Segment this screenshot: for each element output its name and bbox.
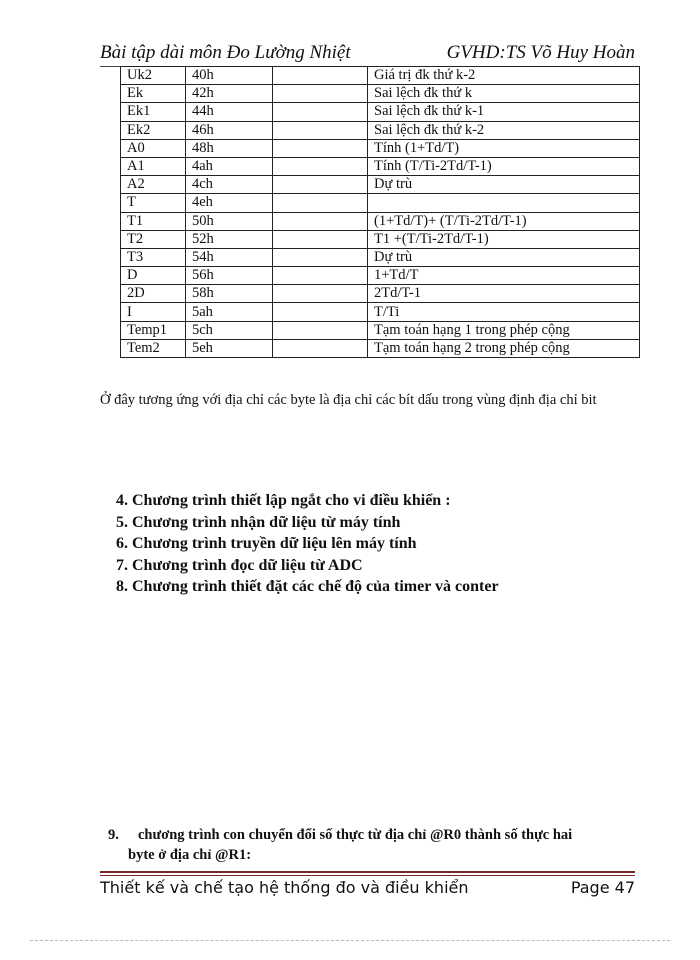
cell-name: T2: [121, 230, 186, 248]
cell-blank: [273, 267, 368, 285]
cell-description: Sai lệch đk thứ k: [368, 85, 640, 103]
cell-name: Ek1: [121, 103, 186, 121]
cell-address: 40h: [186, 67, 273, 85]
cell-address: 46h: [186, 121, 273, 139]
table-row: [121, 339, 640, 357]
page-footer: [100, 878, 635, 902]
header-course-title: Bài tập dài môn Đo Lường Nhiệt: [100, 42, 351, 63]
cell-name: T3: [121, 248, 186, 266]
cell-address: 5ch: [186, 321, 273, 339]
list-item: 6. Chương trình truyền dữ liệu lên máy tính: [116, 535, 417, 552]
cell-description: Tạm toán hạng 2 trong phép cộng: [368, 339, 640, 357]
cell-name: Ek2: [121, 121, 186, 139]
table-row: [121, 212, 640, 230]
cell-address: 4ah: [186, 157, 273, 175]
footer-page-number: Page 47: [570, 878, 635, 897]
cell-blank: [273, 230, 368, 248]
cell-name: 2D: [121, 285, 186, 303]
cell-description: (1+Td/T)+ (T/Ti-2Td/T-1): [368, 212, 640, 230]
list-item: 4. Chương trình thiết lập ngắt cho vi điều khiển :: [116, 492, 451, 509]
item-9-line1: chương trình con chuyển đổi số thực từ địa chỉ @R0 thành số thực hai: [138, 827, 573, 843]
cell-description: Tạm toán hạng 1 trong phép cộng: [368, 321, 640, 339]
table-row: [121, 121, 640, 139]
cell-description: Dự trù: [368, 176, 640, 194]
cell-blank: [273, 121, 368, 139]
cell-address: 4ch: [186, 176, 273, 194]
cell-name: Ek: [121, 85, 186, 103]
table-row: [121, 285, 640, 303]
cell-description: [368, 194, 640, 212]
list-item: 5. Chương trình nhận dữ liệu từ máy tính: [116, 513, 401, 531]
table-row: [121, 321, 640, 339]
item-9-number: 9.: [108, 827, 119, 843]
table-row: [121, 267, 640, 285]
table-row: [121, 230, 640, 248]
program-list: [116, 490, 499, 598]
cell-blank: [273, 285, 368, 303]
cell-description: Giá trị đk thứ k-2: [368, 67, 640, 85]
cell-blank: [273, 176, 368, 194]
cell-description: Sai lệch đk thứ k-2: [368, 121, 640, 139]
cell-blank: [273, 103, 368, 121]
cell-address: 54h: [186, 248, 273, 266]
cell-name: T: [121, 194, 186, 212]
cell-description: Tính (T/Ti-2Td/T-1): [368, 157, 640, 175]
table-row: [121, 176, 640, 194]
cell-name: Tem2: [121, 339, 186, 357]
page-bottom-divider: [30, 940, 670, 941]
footer-thesis-title: Thiết kế và chế tạo hệ thống đo và điều khiển: [100, 878, 469, 897]
header-instructor: GVHD:TS Võ Huy Hoàn: [446, 42, 635, 63]
item-9-line2: byte ở địa chỉ @R1:: [128, 847, 252, 863]
cell-description: Dự trù: [368, 248, 640, 266]
cell-address: 52h: [186, 230, 273, 248]
cell-blank: [273, 157, 368, 175]
table-row: [121, 157, 640, 175]
cell-address: 5eh: [186, 339, 273, 357]
cell-address: 5ah: [186, 303, 273, 321]
cell-description: Sai lệch đk thứ k-1: [368, 103, 640, 121]
cell-blank: [273, 139, 368, 157]
cell-name: T1: [121, 212, 186, 230]
register-table-body: [121, 67, 640, 358]
cell-description: 2Td/T-1: [368, 285, 640, 303]
table-row: [121, 139, 640, 157]
list-item: 8. Chương trình thiết đặt các chế độ của timer và conter: [116, 578, 499, 595]
cell-address: 58h: [186, 285, 273, 303]
cell-name: I: [121, 303, 186, 321]
cell-address: 48h: [186, 139, 273, 157]
cell-description: 1+Td/T: [368, 267, 640, 285]
cell-name: A0: [121, 139, 186, 157]
cell-blank: [273, 321, 368, 339]
page-header: [100, 40, 635, 67]
cell-blank: [273, 194, 368, 212]
register-table: [120, 66, 640, 358]
list-item: 7. Chương trình đọc dữ liệu từ ADC: [116, 556, 363, 574]
cell-blank: [273, 303, 368, 321]
table-row: [121, 67, 640, 85]
cell-blank: [273, 339, 368, 357]
cell-address: 4eh: [186, 194, 273, 212]
table-row: [121, 103, 640, 121]
cell-address: 42h: [186, 85, 273, 103]
footer-rule-thin: [100, 875, 635, 876]
cell-address: 50h: [186, 212, 273, 230]
cell-blank: [273, 85, 368, 103]
cell-address: 44h: [186, 103, 273, 121]
cell-name: A2: [121, 176, 186, 194]
cell-address: 56h: [186, 267, 273, 285]
footer-rule-thick: [100, 871, 635, 873]
table-row: [121, 303, 640, 321]
address-note: Ở đây tương ứng với địa chỉ các byte là địa chỉ các bít dấu trong vùng định địa chỉ bit: [100, 392, 597, 408]
cell-description: T1 +(T/Ti-2Td/T-1): [368, 230, 640, 248]
table-row: [121, 85, 640, 103]
cell-blank: [273, 248, 368, 266]
cell-blank: [273, 67, 368, 85]
table-row: [121, 194, 640, 212]
cell-name: A1: [121, 157, 186, 175]
table-row: [121, 248, 640, 266]
cell-description: T/Ti: [368, 303, 640, 321]
cell-description: Tính (1+Td/T): [368, 139, 640, 157]
cell-blank: [273, 212, 368, 230]
cell-name: D: [121, 267, 186, 285]
cell-name: Uk2: [121, 67, 186, 85]
cell-name: Temp1: [121, 321, 186, 339]
